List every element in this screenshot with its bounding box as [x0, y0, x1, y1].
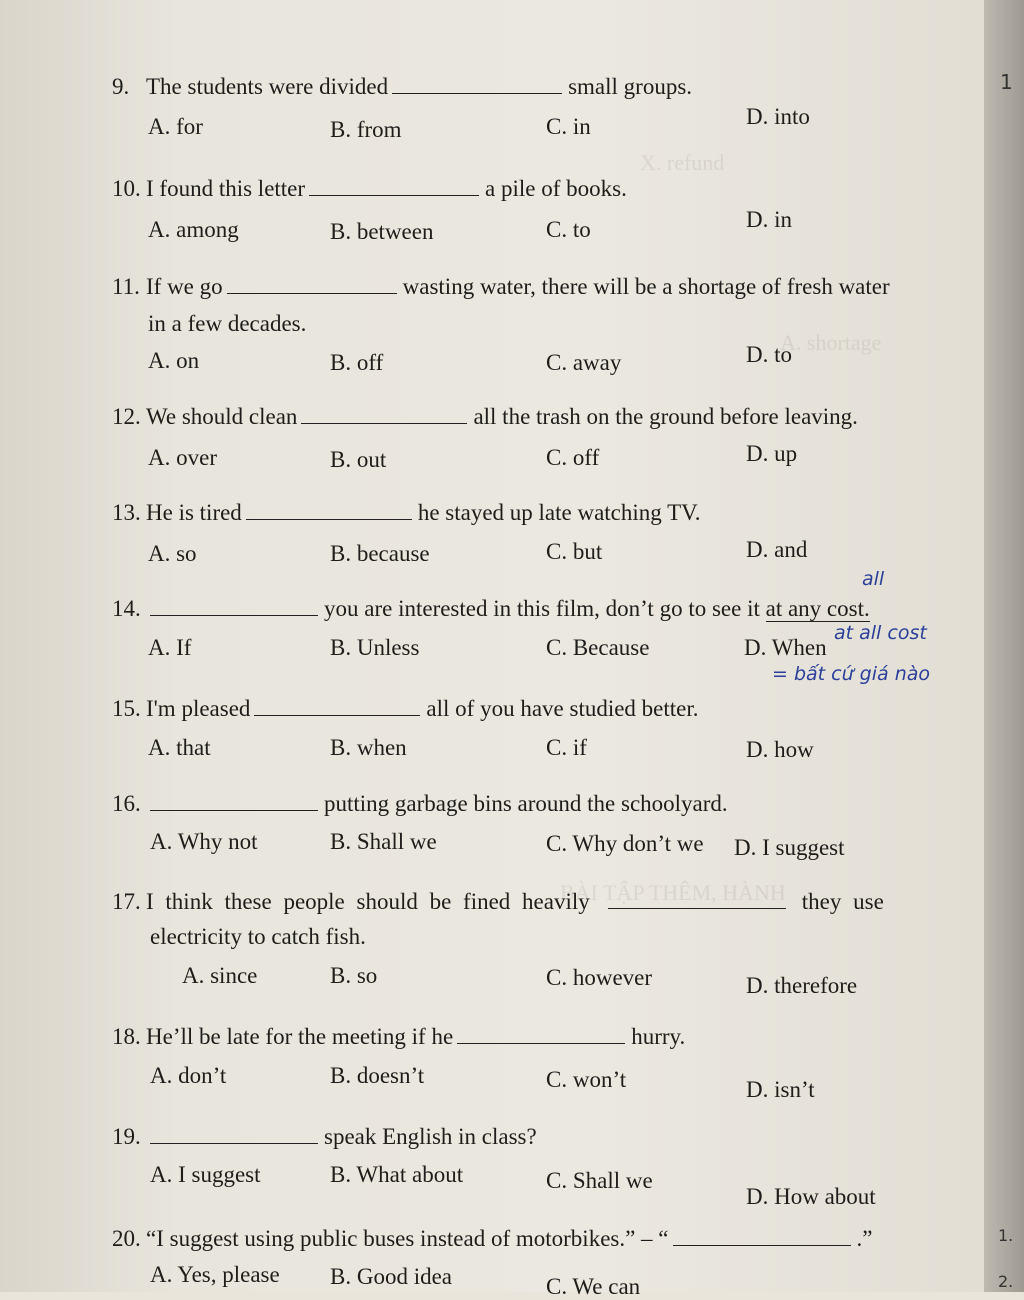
answer-blank — [227, 275, 397, 294]
answer-blank — [150, 792, 318, 811]
option-c: C. in — [546, 114, 591, 139]
option-c: C. to — [546, 217, 591, 242]
answer-blank — [673, 1227, 851, 1246]
option-a: A. for — [148, 114, 203, 139]
handwritten-translation: = bất cứ giá nào — [772, 663, 931, 685]
option-d: D. When — [744, 635, 827, 660]
answer-blank — [150, 1125, 318, 1144]
option-c: C. off — [546, 445, 600, 470]
question-17-continued: electricity to catch fish. — [150, 924, 366, 949]
option-d: D. and — [746, 537, 808, 562]
edge-mark: 1. — [998, 1226, 1014, 1245]
option-c: C. won’t — [546, 1067, 627, 1092]
answer-blank — [457, 1025, 625, 1044]
option-b: B. when — [330, 735, 407, 760]
option-c: C. We can — [546, 1274, 641, 1299]
option-b: B. off — [330, 350, 384, 375]
answer-blank — [150, 597, 318, 616]
option-d: D. to — [746, 342, 792, 367]
question-17: 17. I think these people should be fined heavily they use — [112, 889, 884, 914]
question-14: 14. you are interested in this film, don’t go to see it at any cost. — [112, 596, 870, 621]
option-b: B. What about — [330, 1162, 464, 1187]
option-c: C. if — [546, 735, 587, 760]
option-a: A. among — [148, 217, 239, 242]
option-c: C. however — [546, 965, 653, 990]
option-d: D. How about — [746, 1184, 876, 1209]
edge-mark: 1 — [1000, 70, 1013, 94]
answer-blank — [246, 501, 412, 520]
edge-mark: 2. — [998, 1272, 1014, 1291]
option-a: A. that — [148, 735, 211, 760]
question-11-continued: in a few decades. — [148, 311, 307, 336]
handwritten-note-at-all-cost: at all cost — [834, 622, 927, 644]
option-a: A. since — [182, 963, 258, 988]
question-20: 20. “I suggest using public buses instead of motorbikes.” – “ .” — [112, 1226, 873, 1251]
question-9: 9. The students were divided small groups. — [112, 74, 693, 99]
adjacent-page-edge — [984, 0, 1024, 1292]
question-19: 19. speak English in class? — [112, 1124, 537, 1149]
option-a: A. so — [148, 541, 197, 566]
option-b: B. because — [330, 541, 430, 566]
answer-blank — [392, 75, 562, 94]
option-d: D. in — [746, 207, 792, 232]
option-c: C. Why don’t we — [546, 831, 704, 856]
question-10: 10. I found this letter a pile of books. — [112, 176, 627, 201]
option-b: B. doesn’t — [330, 1063, 425, 1088]
option-d: D. how — [746, 737, 814, 762]
question-15: 15. I'm pleased all of you have studied better. — [112, 696, 699, 721]
question-12: 12. We should clean all the trash on the ground before leaving. — [112, 404, 858, 429]
answer-blank — [309, 177, 479, 196]
option-b: B. Shall we — [330, 829, 437, 854]
option-a: A. don’t — [150, 1063, 227, 1088]
option-a: A. I suggest — [150, 1162, 261, 1187]
option-a: A. If — [148, 635, 192, 660]
option-a: A. Yes, please — [150, 1262, 280, 1287]
answer-blank — [301, 405, 467, 424]
option-b: B. Good idea — [330, 1264, 453, 1289]
option-c: C. Because — [546, 635, 650, 660]
option-b: B. out — [330, 447, 387, 472]
option-b: B. so — [330, 963, 378, 988]
option-b: B. Unless — [330, 635, 420, 660]
option-d: D. up — [746, 441, 798, 466]
handwritten-note-all: all — [862, 568, 885, 590]
option-a: A. Why not — [150, 829, 258, 854]
option-d: D. I suggest — [734, 835, 845, 860]
option-a: A. on — [148, 348, 200, 373]
question-18: 18. He’ll be late for the meeting if he hurry. — [112, 1024, 686, 1049]
option-d: D. therefore — [746, 973, 858, 998]
underlined-phrase: at any cost. — [765, 596, 870, 621]
option-b: B. between — [330, 219, 434, 244]
option-c: C. Shall we — [546, 1168, 653, 1193]
option-d: D. into — [746, 104, 810, 129]
question-11: 11. If we go wasting water, there will be a shortage of fresh water — [112, 274, 890, 299]
option-d: D. isn’t — [746, 1077, 815, 1102]
question-16: 16. putting garbage bins around the schoolyard. — [112, 791, 728, 816]
option-b: B. from — [330, 117, 402, 142]
option-c: C. away — [546, 350, 622, 375]
answer-blank — [608, 890, 786, 909]
answer-blank — [254, 697, 420, 716]
worksheet-page: X. refund A. shortage BÀI TẬP THÊM, HÀNH 9. The students were divided small groups. A. for B. from C. in D. into 10. I found this letter a pile of books. A. among B. between C. to D. in 11. If we go wasting water, there will be a shortage of fresh water in a few decades. A. on B. off C. away D. to 12. We should clean all the trash on the ground before leaving. A. over B. out C. off D. up 13. He is tired he stayed up late watching TV. A. so B. because C. but D. and 14. you are interested in this film, don’t go to see it at any cost. all A. If B. Unless C. Because D. When at all cost = bất cứ giá nào 15. I'm pleased all of you have studied better. A. that B. when C. if D. how 16. putting garbage bins around the schoolyard. A. Why not B. Shall we C. Why don’t we D. I suggest 17. I think these people should be fined heavily they use electricity to catch fish. A. since B. so C. however D. therefore 18. He’ll be late for the meeting if he hurry. A. don’t B. doesn’t C. won’t D. isn’t 19. speak English in class? A. I suggest B. What about C. Shall we D. How about 20. “I suggest using public buses instead of motorbikes.” – “ .” A. Yes, please B. Good idea C. We can — [0, 0, 984, 1292]
option-a: A. over — [148, 445, 217, 470]
option-c: C. but — [546, 539, 603, 564]
question-13: 13. He is tired he stayed up late watching TV. — [112, 500, 701, 525]
